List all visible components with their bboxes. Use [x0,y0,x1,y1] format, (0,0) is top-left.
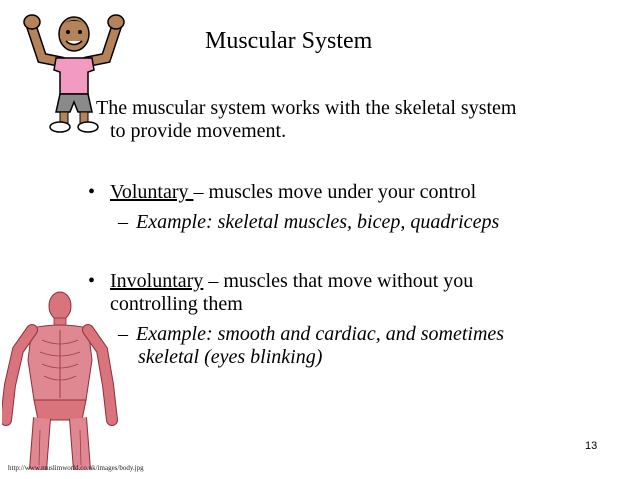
intro-paragraph [96,97,626,143]
bullet-dot: • [88,181,96,203]
sub-dash: – [118,211,128,233]
bullet-text [110,270,473,293]
example-text: Example: smooth and cardiac, and sometimes [136,323,505,345]
muscle-anatomy-figure [2,290,120,470]
bullet-description: – muscles that move without you [203,270,474,292]
image-credit: http://www.muslimworld.co.uk/images/body.jpg [8,464,144,472]
bullet-dot: • [88,270,96,292]
intro-line-1: The muscular system works with the skeletal system [96,97,517,119]
example-text: Example: skeletal muscles, bicep, quadriceps [136,211,500,233]
slide-number: 13 [585,440,598,452]
example-voluntary [118,211,499,234]
bullet-text-line-2: controlling them [110,293,243,315]
example-text-line-2: skeletal (eyes blinking) [138,346,323,368]
term-involuntary: Involuntary [110,270,204,292]
sub-dash: – [118,323,128,345]
example-involuntary-line-2 [138,346,322,369]
bullet-description: – muscles move under your control [193,181,477,203]
term-voluntary: Voluntary [110,181,194,203]
slide-title: Muscular System [205,28,373,54]
example-involuntary [118,323,504,346]
bullet-text [110,181,476,204]
intro-line-2: to provide movement. [110,120,287,142]
